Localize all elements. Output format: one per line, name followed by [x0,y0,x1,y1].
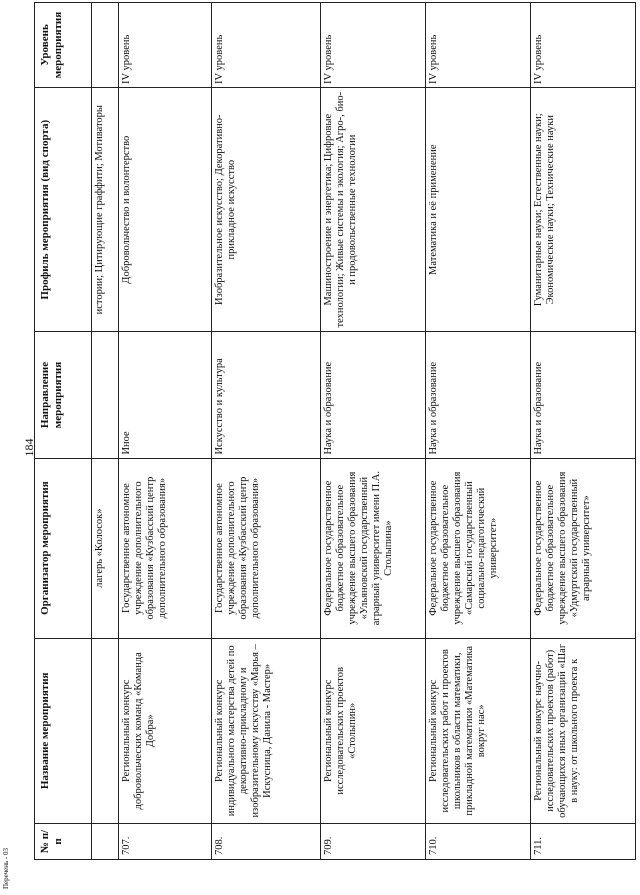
cell-name: Региональный конкурс исследовательских проектов «Столыпин» [321,638,426,823]
cell-prof: Гуманитарные науки; Естественные науки; Экономические науки; Технические науки [531,87,636,331]
cell-org: Федеральное государственное бюджетное образовательное учреждение высшего образования «Ульяновский государственный аграрный университет имени П.А. Столыпина» [321,458,426,638]
cell-lvl: IV уровень [119,3,212,88]
cell-dir: Иное [119,332,212,458]
cell-dir: Наука и образование [321,332,426,458]
cell-prof: Добровольчество и волонтерство [119,87,212,331]
cell-dir: Наука и образование [531,332,636,458]
table-header-row [35,3,92,860]
table-row [119,3,212,860]
cell-num: 710. [426,823,531,859]
header-prof: Профиль мероприятия (вид спорта) [35,87,92,331]
cell-prof: Машиностроение и энергетика; Цифровые технологии; Живые системы и экология; Агро-, био- и продовольственные технологии [321,87,426,331]
header-lvl: Уровень мероприятия [35,3,92,88]
cell-name: Региональный конкурс научно-исследовательских проектов (работ) обучающихся иных организаций «Шаг в науку: от школьного проекта к [531,638,636,823]
table-row-continuation [92,3,119,860]
cell-num: 711. [531,823,636,859]
cell-dir: Наука и образование [426,332,531,458]
cell-lvl: IV уровень [212,3,321,88]
cell-org: Федеральное государственное бюджетное образовательное учреждение высшего образования «Самарский государственный социально-педагогический университет» [426,458,531,638]
cell-lvl: IV уровень [426,3,531,88]
table-row [531,3,636,860]
cell-name: Региональный конкурс исследовательских работ и проектов школьников в области математики, прикладной математики «Математика вокруг нас» [426,638,531,823]
cell-num: 707. [119,823,212,859]
cell-lvl: IV уровень [321,3,426,88]
cell-org: Государственное автономное учреждение дополнительного образования «Кузбасский центр дополнительного образования» [212,458,321,638]
cell-name: Региональный конкурс индивидуального мастерства детей по декоративно-прикладному и изобразительному искусству «Марья – Искусница, Данила - Мастер» [212,638,321,823]
cell-lvl: IV уровень [531,3,636,88]
page-number: 184 [22,438,36,457]
cell-org: Государственное автономное учреждение дополнительного образования «Кузбасский центр дополнительного образования» [119,458,212,638]
cell-org: лагерь «Колосок» [92,458,119,638]
table-row [321,3,426,860]
header-name: Название мероприятия [35,638,92,823]
page-footer: Перечень - 03 [2,848,10,889]
cell-prof: Математика и её применение [426,87,531,331]
cell-dir: Искусство и культура [212,332,321,458]
table-row [426,3,531,860]
header-dir: Направление мероприятия [35,332,92,458]
cell-name: Региональный конкурс добровольческих команд «Команда Добра» [119,638,212,823]
events-table [34,2,636,860]
header-org: Организатор мероприятия [35,458,92,638]
cell-num: 709. [321,823,426,859]
cell-prof: истории; Цитирующие граффити; Мотиваторы [92,87,119,331]
cell-prof: Изобразительное искусство; Декоративно-прикладное искусство [212,87,321,331]
header-num: № п/п [35,823,92,859]
cell-num: 708. [212,823,321,859]
table-row [212,3,321,860]
cell-org: Федеральное государственное бюджетное образовательное учреждение высшего образования «Удмуртский государственный аграрный университет» [531,458,636,638]
